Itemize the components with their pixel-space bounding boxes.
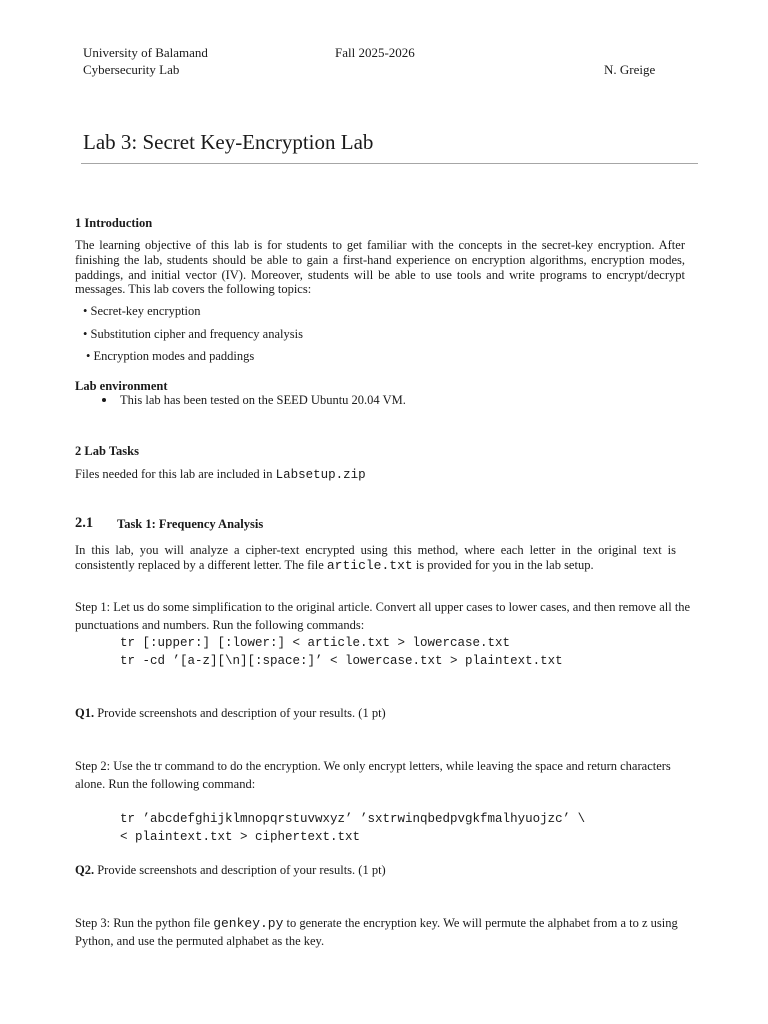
question-1-label: Q1. bbox=[75, 706, 95, 720]
topic-item: • Secret-key encryption bbox=[83, 304, 201, 318]
step1-line-1: Step 1: Let us do some simplification to the original article. Convert all upper cases to lower cases, and then remove all the bbox=[75, 600, 691, 614]
task1-desc-line-1: In this lab, you will analyze a cipher-text encrypted using this method, where each letter in the original text is bbox=[75, 543, 676, 557]
step2-line-1: Step 2: Use the tr command to do the encryption. We only encrypt letters, while leaving the space and return characters bbox=[75, 759, 671, 773]
header-instructor: N. Greige bbox=[604, 62, 656, 77]
header-semester: Fall 2025-2026 bbox=[335, 45, 415, 60]
genkey-file: genkey.py bbox=[213, 916, 284, 931]
topic-item: • Encryption modes and paddings bbox=[86, 349, 255, 363]
question-1 bbox=[75, 706, 386, 721]
step2-line-2: alone. Run the following command: bbox=[75, 777, 256, 791]
topic-item: • Substitution cipher and frequency analysis bbox=[83, 327, 303, 341]
intro-line-2: finishing the lab, students should be able to gain a first-hand experience on encryption algorithms, encryption modes, bbox=[75, 253, 685, 267]
title-rule bbox=[81, 163, 698, 164]
header-lab-name: Cybersecurity Lab bbox=[83, 62, 180, 77]
step1-command-1: tr [:upper:] [:lower:] < article.txt > lowercase.txt bbox=[120, 636, 511, 650]
task1-number: 2.1 bbox=[75, 515, 94, 531]
bullet-dot bbox=[102, 398, 106, 402]
intro-line-4: messages. This lab covers the following topics: bbox=[75, 282, 312, 296]
lab-env-heading: Lab environment bbox=[75, 379, 168, 393]
task1-desc-line-2 bbox=[75, 558, 594, 573]
page-title: Lab 3: Secret Key-Encryption Lab bbox=[83, 130, 374, 154]
step1-line-2: punctuations and numbers. Run the following commands: bbox=[75, 618, 365, 632]
step1-command-2: tr -cd ’[a-z][\n][:space:]’ < lowercase.txt > plaintext.txt bbox=[120, 654, 563, 668]
step3-text-a: Step 3: Run the python file bbox=[75, 916, 211, 930]
question-2-label: Q2. bbox=[75, 863, 95, 877]
task1-title: Task 1: Frequency Analysis bbox=[117, 517, 264, 531]
header-institution: University of Balamand bbox=[83, 45, 208, 60]
files-text: Files needed for this lab are included in bbox=[75, 467, 273, 481]
intro-line-1: The learning objective of this lab is for students to get familiar with the concepts in the secret-key encryption. After bbox=[75, 238, 685, 252]
question-2 bbox=[75, 863, 386, 878]
step2-command-1: tr ’abcdefghijklmnopqrstuvwxyz’ ’sxtrwinqbedpvgkfmalhyuojzc’ \ bbox=[120, 812, 586, 826]
article-file: article.txt bbox=[326, 558, 413, 573]
task1-desc-a: consistently replaced by a different letter. The file bbox=[75, 558, 324, 572]
step3-line-2: Python, and use the permuted alphabet as the key. bbox=[75, 934, 325, 948]
lab-env-item: This lab has been tested on the SEED Ubuntu 20.04 VM. bbox=[120, 393, 406, 407]
step2-command-2: < plaintext.txt > ciphertext.txt bbox=[120, 830, 361, 844]
question-2-text: Provide screenshots and description of your results. (1 pt) bbox=[97, 863, 386, 877]
tasks-heading: 2 Lab Tasks bbox=[75, 444, 139, 458]
step3-line-1 bbox=[75, 916, 678, 931]
step3-text-b: to generate the encryption key. We will permute the alphabet from a to z using bbox=[286, 916, 678, 930]
task1-desc-b: is provided for you in the lab setup. bbox=[415, 558, 594, 572]
intro-heading: 1 Introduction bbox=[75, 216, 153, 230]
files-name: Labsetup.zip bbox=[275, 468, 366, 482]
intro-line-3: paddings, and initial vector (IV). Moreover, students will be able to use tools and write programs to encrypt/decrypt bbox=[75, 268, 685, 282]
question-1-text: Provide screenshots and description of your results. (1 pt) bbox=[97, 706, 386, 720]
files-line bbox=[75, 467, 366, 482]
